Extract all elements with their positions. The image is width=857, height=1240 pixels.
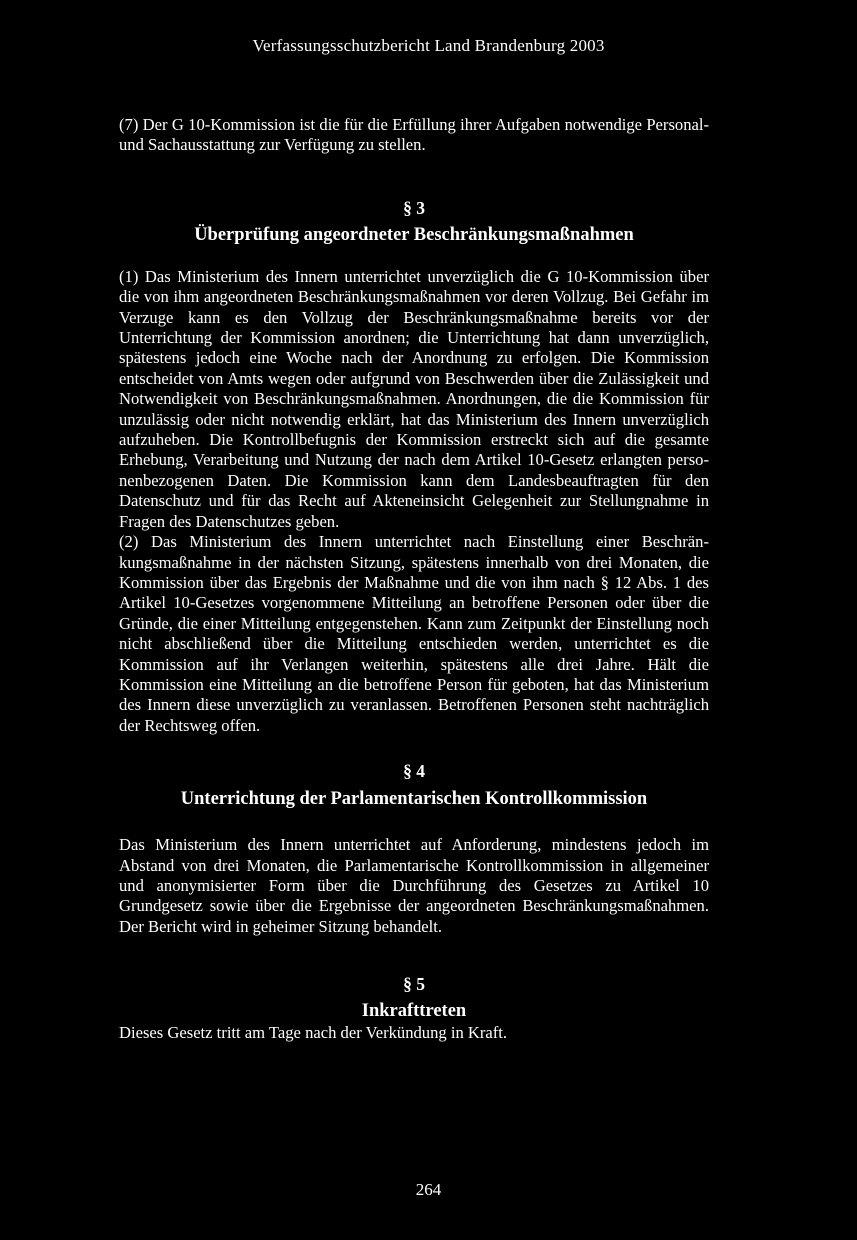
paragraph-7: (7) Der G 10-Kommission ist die für die Erfüllung ihrer Aufgaben notwendige Personal- und Sachausstattung zur Verfügung zu stellen. bbox=[119, 115, 709, 155]
section-3-paragraph-2: (2) Das Ministerium des Innern unterrichtet nach Einstellung einer Beschränkungsmaßnahme in der nächsten Sitzung, spätestens innerhalb von drei Monaten, die Kommission über das Ergebnis der Maßnahme und die von ihm nach § 12 Abs. 1 des Artikel 10-Gesetzes vorgenommene Mitteilung an betroffene Personen oder über die Gründe, die einer Mitteilung entgegenstehen. Kann zum Zeitpunkt der Einstellung noch nicht abschließend über die Mitteilung entschieden werden, unterrichtet es die Kommission auf ihr Verlangen weiterhin, spätestens alle drei Jahre. Hält die Kommission eine Mitteilung an die betroffene Person für geboten, hat das Ministerium des Innern diese unverzüglich zu veranlassen. Betroffenen Personen steht nachträglich der Rechtsweg offen. bbox=[119, 532, 709, 735]
page-number: 264 bbox=[415, 1180, 442, 1199]
section-3-title: Überprüfung angeordneter Beschränkungsmaßnahmen bbox=[194, 224, 634, 245]
section-4-title: Unterrichtung der Parlamentarischen Kontrollkommission bbox=[180, 789, 648, 810]
section-3-paragraph-1: (1) Das Ministerium des Innern unterrichtet unverzüglich die G 10-Kommission über die von ihm angeordneten Beschränkungsmaßnahmen vor deren Vollzug. Bei Gefahr im Verzuge kann es den Vollzug der Beschränkungsmaßnahme bereits vor der Unterrichtung der Kommission anordnen; die Unterrichtung hat dann unverzüglich, spätestens jedoch eine Woche nach der Anordnung zu erfolgen. Die Kommission entscheidet von Amts wegen oder aufgrund von Beschwerden über die Zulässigkeit und Notwendigkeit von Beschränkungsmaßnahmen. Anordnungen, die die Kommission für unzulässig oder nicht notwendig erklärt, hat das Ministerium des Innern unverzüglich aufzuheben. Die Kontrollbefugnis der Kommission erstreckt sich auf die gesamte Erhebung, Verarbeitung und Nutzung der nach dem Artikel 10-Gesetz erlangten personenbezogenen Daten. Die Kommission kann dem Landesbeauftragten für den Datenschutz und für das Recht auf Akteneinsicht Gelegenheit zur Stellungnahme in Fragen des Datenschutzes geben. bbox=[119, 266, 709, 531]
section-5-paragraph: Dieses Gesetz tritt am Tage nach der Verkündung in Kraft. bbox=[119, 1023, 508, 1043]
running-header: Verfassungsschutzbericht Land Brandenburg 2003 bbox=[252, 36, 605, 55]
section-5-number: § 5 bbox=[403, 974, 425, 995]
section-5-title: Inkrafttreten bbox=[361, 1001, 467, 1022]
section-3-number: § 3 bbox=[403, 197, 425, 218]
page-content bbox=[119, 115, 709, 1044]
section-4-paragraph: Das Ministerium des Innern unterrichtet auf Anforderung, mindestens jedoch im Abstand von drei Monaten, die Parlamentarische Kontrollkommission in allgemeiner und anonymisierter Form über die Durchführung des Gesetzes zu Artikel 10 Grundgesetz sowie über die Ergebnisse der angeordneten Beschränkungsmaßnahmen. Der Bericht wird in geheimer Sitzung behandelt. bbox=[119, 835, 709, 936]
section-4-number: § 4 bbox=[403, 761, 425, 782]
